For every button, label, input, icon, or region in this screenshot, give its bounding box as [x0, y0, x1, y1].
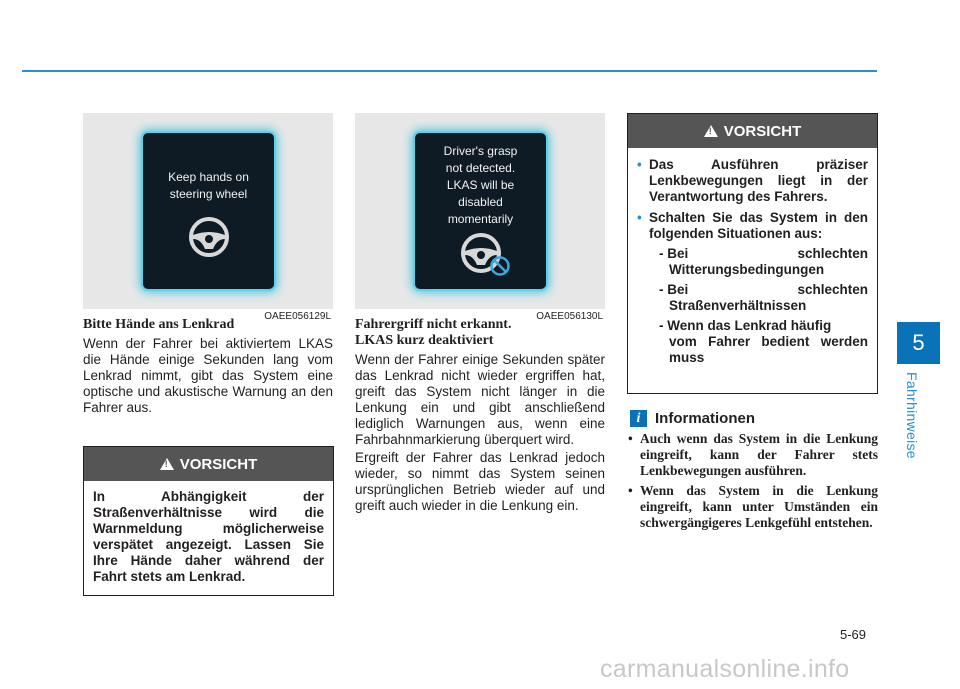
screen-message: Driver's grasp not detected. LKAS will be disabled momentarily: [443, 144, 518, 226]
section-body: Wenn der Fahrer einige Sekunden später das Lenkrad nicht wieder ergriffen hat, greift das System nicht länger in die Lenkung ein und gibt anschließend lediglich Warnungen aus, wenn eine Fahrbahnmarkierung überquert wird. Ergreift der Fahrer das Lenkrad jedoch wieder, so nimmt das System seinen ursprünglichen Betrieb wieder auf und greift auch wieder in die Lenkung ein.: [355, 352, 605, 513]
caution-text: [628, 148, 877, 366]
watermark[interactable]: carmanualsonline.info: [600, 655, 850, 683]
caution-box: [627, 113, 878, 394]
section-body: Wenn der Fahrer bei aktiviertem LKAS die Hände einige Sekunden lang vom Lenkrad nimmt, gibt das System eine optische und akustische Warnung an den Fahrer aus.: [83, 336, 333, 415]
caution-text: In Abhängigkeit der Straßenverhältnisse wird die Warnmeldung möglicherweise verspätet angezeigt. Lassen Sie Ihre Hände daher während der Fahrt stets am Lenkrad.: [93, 489, 324, 584]
situation-list: [649, 246, 868, 366]
figure-code: OAEE056129L: [264, 311, 331, 322]
list-item: • Das Ausführen präziser Lenkbewegungen liegt in der Verantwortung des Fahrers.: [637, 157, 868, 205]
list-item: • Wenn das System in die Lenkung eingreift, kann unter Umständen ein schwergängigeres Lenkgefühl entstehen.: [628, 483, 878, 531]
prohibited-icon: [489, 255, 511, 277]
caution-header: ! VORSICHT: [84, 447, 333, 481]
screen-message: Keep hands on steering wheel: [168, 170, 249, 201]
figure-keep-hands: [83, 113, 333, 322]
figure-code: OAEE056130L: [536, 311, 603, 322]
cluster-display: [415, 133, 546, 289]
list-item: - Bei schlechten Straßenverhältnissen: [659, 282, 868, 313]
warning-triangle-icon: [704, 125, 718, 137]
list-item: - Wenn das Lenkrad häufig vom Fahrer bedient werden muss: [659, 318, 868, 365]
info-list: [628, 431, 878, 535]
chapter-number-tab[interactable]: 5: [897, 322, 940, 364]
list-item: • Auch wenn das System in die Lenkung eingreift, kann der Fahrer stets Lenkbewegungen ausführen.: [628, 431, 878, 479]
top-rule: [22, 70, 877, 72]
info-icon: i: [630, 410, 647, 427]
caution-list: [637, 157, 868, 366]
section-heading: Fahrergriff nicht erkannt. LKAS kurz deaktiviert: [355, 317, 512, 348]
cluster-display: [143, 133, 274, 289]
warning-triangle-icon: [160, 458, 174, 470]
caution-box: [83, 446, 334, 596]
page-number: 5-69: [840, 627, 867, 642]
list-item: - Bei schlechten Witterungsbedingungen: [659, 246, 868, 277]
chapter-title: Fahrhinweise: [904, 372, 920, 459]
caution-header: ! VORSICHT: [628, 114, 877, 148]
figure-grasp-not-detected: [355, 113, 605, 322]
info-heading: i Informationen: [630, 410, 755, 427]
list-item: • Schalten Sie das System in den folgenden Situationen aus: - Bei schlechten Witterungsbedingungen - Bei schlechten Straßenverhältnissen - Wenn das Lenkrad häufig vom Fahrer bedient werden muss: [637, 210, 868, 366]
steering-wheel-icon: [187, 215, 231, 259]
section-heading: Bitte Hände ans Lenkrad: [83, 317, 235, 332]
